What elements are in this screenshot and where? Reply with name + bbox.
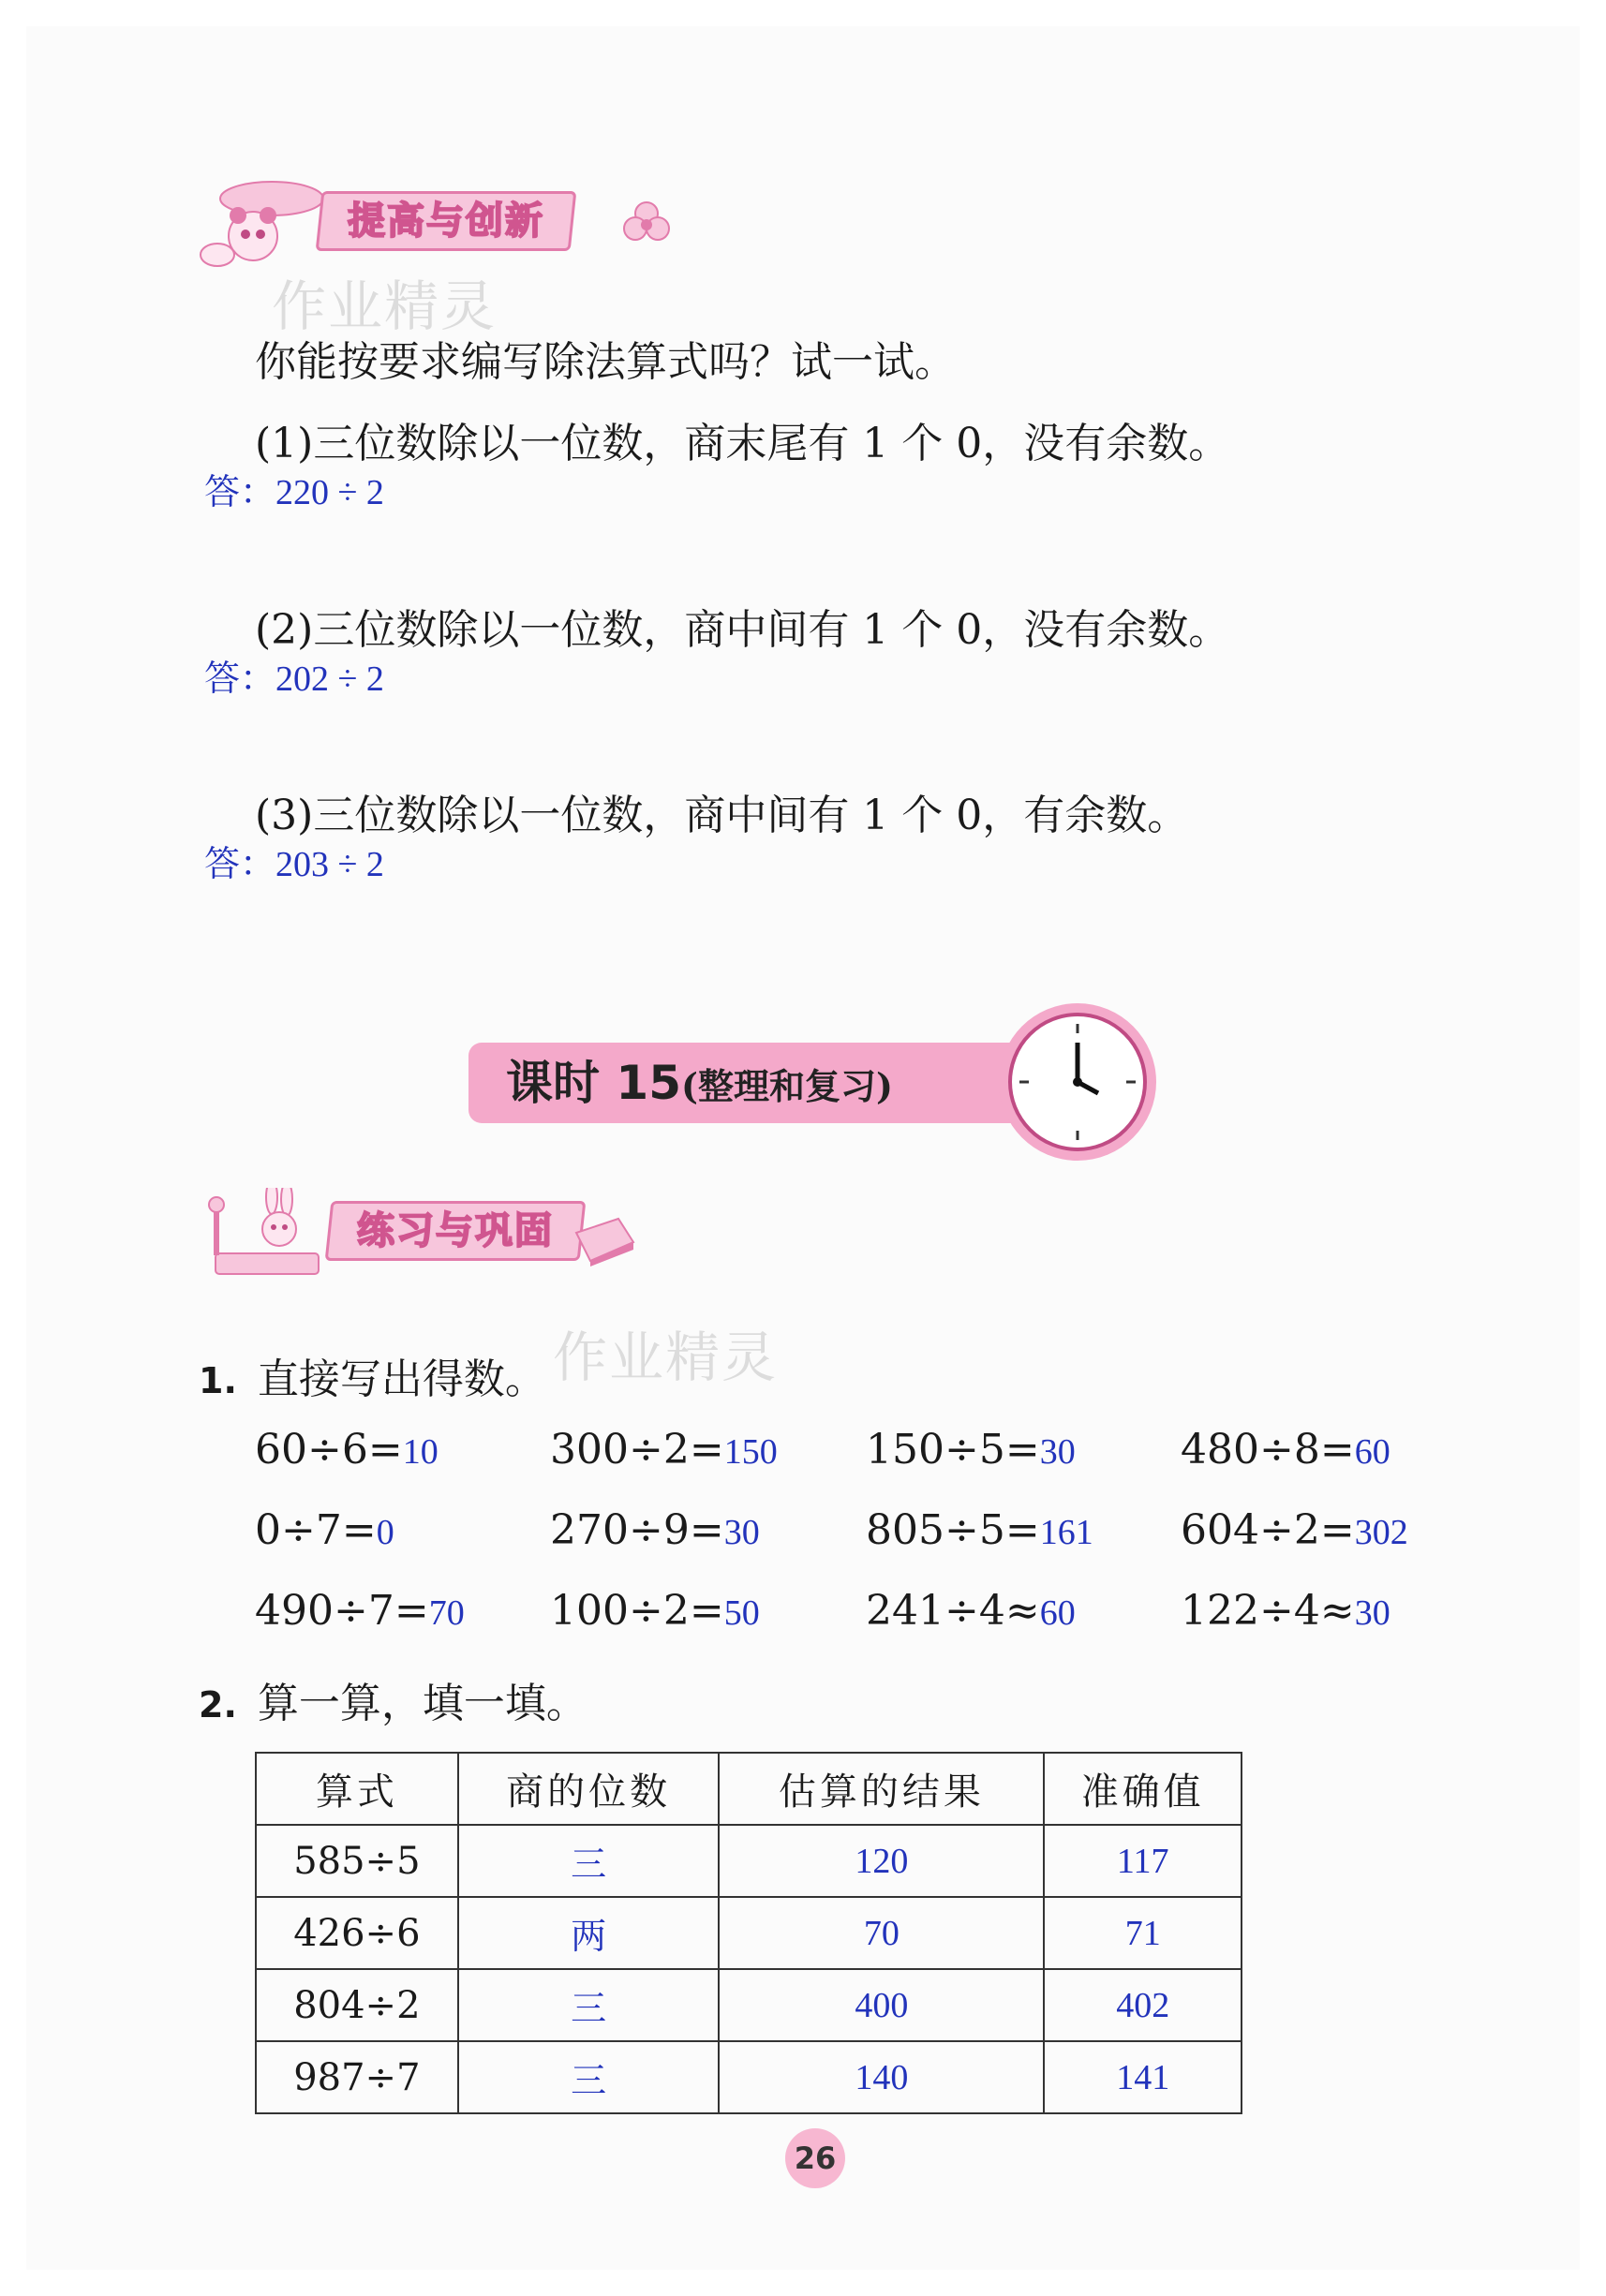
page-number: 26 — [785, 2128, 845, 2188]
table-cell: 71 — [1044, 1897, 1242, 1969]
table-cell: 402 — [1044, 1969, 1242, 2041]
table-row — [256, 1969, 1242, 2041]
answer-label: 答： — [204, 473, 276, 512]
table-cell: 585÷5 — [256, 1825, 458, 1897]
panda-mascot-icon — [197, 178, 328, 272]
math-item — [866, 1426, 1076, 1474]
math-item — [255, 1506, 394, 1554]
math-expression: 805÷5= — [866, 1506, 1040, 1554]
answer-label: 答： — [204, 659, 276, 699]
math-item — [550, 1426, 778, 1474]
math-answer: 302 — [1354, 1513, 1408, 1552]
table-row — [256, 2041, 1242, 2113]
banner-title: 提高与创新 — [348, 200, 544, 243]
table-cell: 三 — [458, 1825, 720, 1897]
question-text: 直接写出得数。 — [257, 1355, 546, 1403]
answer-value: 203 ÷ 2 — [275, 845, 384, 884]
watermark: 作业精灵 — [272, 274, 498, 338]
watermark: 作业精灵 — [553, 1326, 779, 1389]
table-cell: 70 — [719, 1897, 1044, 1969]
math-answer: 50 — [723, 1593, 760, 1633]
math-answer: 150 — [723, 1432, 778, 1472]
math-expression: 490÷7= — [255, 1587, 429, 1635]
math-answer: 30 — [1039, 1432, 1076, 1472]
table-cell: 三 — [458, 1969, 720, 2041]
math-answer: 30 — [723, 1513, 760, 1552]
lesson-title — [506, 1043, 893, 1123]
math-expression: 300÷2= — [550, 1426, 724, 1474]
table-row — [256, 1897, 1242, 1969]
math-item — [255, 1587, 465, 1635]
math-answer: 60 — [1039, 1593, 1076, 1633]
section-banner-advanced — [197, 178, 665, 253]
math-answer: 70 — [428, 1593, 465, 1633]
table-cell: 140 — [719, 2041, 1044, 2113]
question-2-heading — [199, 1669, 587, 1729]
answer-1 — [204, 463, 384, 514]
math-expression: 480÷8= — [1181, 1426, 1355, 1474]
question-number: 1. — [199, 1360, 237, 1401]
math-item — [1181, 1587, 1390, 1635]
math-expression: 241÷4≈ — [866, 1587, 1040, 1635]
answer-3 — [204, 835, 384, 886]
table-cell: 804÷2 — [256, 1969, 458, 2041]
math-expression: 150÷5= — [866, 1426, 1040, 1474]
division-table — [255, 1752, 1242, 2114]
math-item — [866, 1506, 1093, 1554]
table-cell: 三 — [458, 2041, 720, 2113]
math-item — [1181, 1506, 1408, 1554]
book-icon — [572, 1214, 637, 1267]
math-expression: 60÷6= — [255, 1426, 403, 1474]
table-cell: 141 — [1044, 2041, 1242, 2113]
banner-ribbon — [325, 1201, 587, 1261]
flower-icon — [618, 197, 675, 253]
table-cell: 400 — [719, 1969, 1044, 2041]
section-banner-practice — [197, 1188, 684, 1263]
table-header-row — [256, 1753, 1242, 1825]
question-text: 算一算，填一填。 — [257, 1680, 587, 1727]
math-item — [866, 1587, 1076, 1635]
lesson-header — [468, 1035, 1143, 1129]
answer-value: 202 ÷ 2 — [275, 659, 384, 699]
math-expression: 100÷2= — [550, 1587, 724, 1635]
rabbit-mascot-icon — [197, 1188, 328, 1281]
math-item — [550, 1506, 760, 1554]
table-header: 准确值 — [1044, 1753, 1242, 1825]
math-answer: 60 — [1354, 1432, 1390, 1472]
math-expression: 0÷7= — [255, 1506, 377, 1554]
table-header: 商的位数 — [458, 1753, 720, 1825]
clock-icon — [993, 998, 1162, 1166]
section1-prompt: 你能按要求编写除法算式吗？试一试。 — [255, 338, 956, 386]
table-row — [256, 1825, 1242, 1897]
answer-value: 220 ÷ 2 — [275, 473, 384, 512]
math-answer: 30 — [1354, 1593, 1390, 1633]
math-item — [255, 1426, 439, 1474]
lesson-number: 课时 15 — [506, 1056, 681, 1110]
math-expression: 122÷4≈ — [1181, 1587, 1355, 1635]
math-answer: 0 — [376, 1513, 394, 1552]
banner-ribbon — [316, 191, 577, 251]
lesson-subtitle: (整理和复习) — [681, 1065, 893, 1107]
answer-label: 答： — [204, 845, 276, 884]
question-1: (1)三位数除以一位数，商末尾有 1 个 0，没有余数。 — [255, 420, 1230, 467]
table-cell: 987÷7 — [256, 2041, 458, 2113]
table-header: 估算的结果 — [719, 1753, 1044, 1825]
question-1-heading — [199, 1345, 546, 1405]
mental-math-grid — [255, 1426, 1510, 1635]
table-cell: 120 — [719, 1825, 1044, 1897]
table-cell: 117 — [1044, 1825, 1242, 1897]
question-3: (3)三位数除以一位数，商中间有 1 个 0，有余数。 — [255, 792, 1189, 839]
math-expression: 604÷2= — [1181, 1506, 1355, 1554]
math-answer: 10 — [402, 1432, 439, 1472]
table-cell: 426÷6 — [256, 1897, 458, 1969]
banner-title: 练习与巩固 — [357, 1209, 554, 1252]
answer-2 — [204, 649, 384, 701]
question-number: 2. — [199, 1684, 237, 1726]
math-answer: 161 — [1039, 1513, 1093, 1552]
question-2: (2)三位数除以一位数，商中间有 1 个 0，没有余数。 — [255, 606, 1230, 654]
table-header: 算式 — [256, 1753, 458, 1825]
math-item — [1181, 1426, 1390, 1474]
math-expression: 270÷9= — [550, 1506, 724, 1554]
table-cell: 两 — [458, 1897, 720, 1969]
math-item — [550, 1587, 760, 1635]
